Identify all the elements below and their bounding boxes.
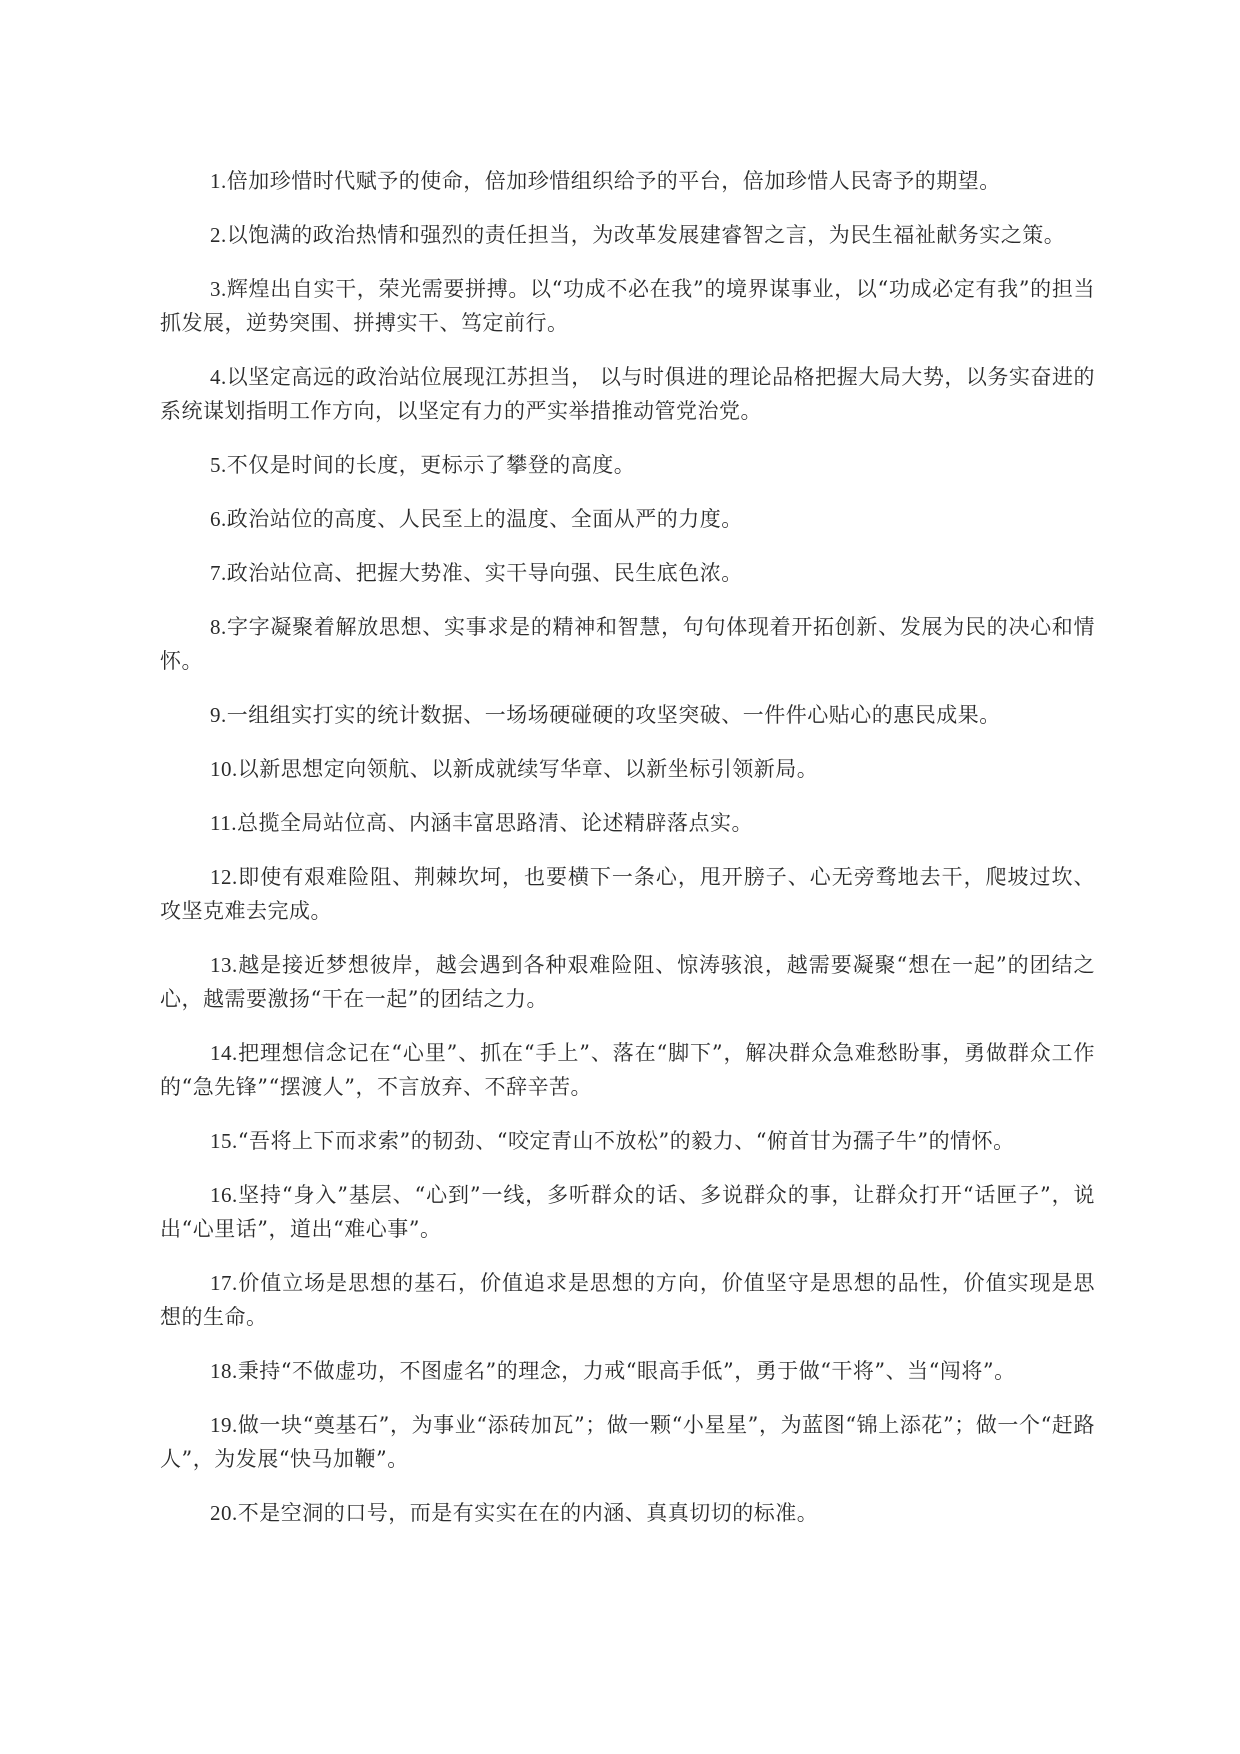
item-number: 10.	[210, 757, 238, 781]
list-item	[160, 610, 1095, 678]
item-text: 价值立场是思想的基石，价值追求是思想的方向，价值坚守是思想的品性，价值实现是思想的生命。	[160, 1271, 1095, 1329]
item-number: 15.	[210, 1129, 238, 1153]
item-text: 做一块“奠基石”，为事业“添砖加瓦”；做一颗“小星星”，为蓝图“锦上添花”；做一个“赶路人”，为发展“快马加鞭”。	[160, 1413, 1095, 1471]
item-text: 坚持“身入”基层、“心到”一线，多听群众的话、多说群众的事，让群众打开“话匣子”，说出“心里话”，道出“难心事”。	[160, 1183, 1095, 1241]
list-item	[160, 1496, 1095, 1530]
list-item	[160, 1178, 1095, 1246]
list-item	[160, 1036, 1095, 1104]
list-item	[160, 360, 1095, 428]
item-text: 政治站位高、把握大势准、实干导向强、民生底色浓。	[226, 561, 743, 585]
item-text: 总揽全局站位高、内涵丰富思路清、论述精辟落点实。	[236, 811, 753, 835]
list-item	[160, 1124, 1095, 1158]
list-item	[160, 448, 1095, 482]
item-number: 13.	[210, 953, 238, 977]
item-text: 一组组实打实的统计数据、一场场硬碰硬的攻坚突破、一件件心贴心的惠民成果。	[226, 703, 1001, 727]
item-number: 4.	[210, 365, 227, 389]
list-item	[160, 218, 1095, 252]
item-text: 政治站位的高度、人民至上的温度、全面从严的力度。	[226, 507, 743, 531]
item-text: 秉持“不做虚功，不图虚名”的理念，力戒“眼高手低”，勇于做“干将”、当“闯将”。	[237, 1359, 1016, 1383]
item-number: 18.	[210, 1359, 238, 1383]
list-item	[160, 860, 1095, 928]
item-number: 17.	[210, 1271, 238, 1295]
list-item	[160, 1354, 1095, 1388]
list-item	[160, 1266, 1095, 1334]
item-text: 不是空洞的口号，而是有实实在在的内涵、真真切切的标准。	[237, 1501, 819, 1525]
list-item	[160, 556, 1095, 590]
item-number: 11.	[210, 811, 237, 835]
item-number: 7.	[210, 561, 227, 585]
item-number: 5.	[210, 453, 227, 477]
item-text: 倍加珍惜时代赋予的使命，倍加珍惜组织给予的平台，倍加珍惜人民寄予的期望。	[226, 169, 1001, 193]
item-number: 2.	[210, 223, 227, 247]
list-item	[160, 164, 1095, 198]
list-item	[160, 752, 1095, 786]
item-number: 8.	[210, 615, 227, 639]
list-item	[160, 1408, 1095, 1476]
list-item	[160, 948, 1095, 1016]
item-text: 不仅是时间的长度，更标示了攀登的高度。	[226, 453, 636, 477]
item-text: 越是接近梦想彼岸，越会遇到各种艰难险阻、惊涛骇浪，越需要凝聚“想在一起”的团结之心，越需要激扬“干在一起”的团结之力。	[160, 953, 1095, 1011]
item-text: 即使有艰难险阻、荆棘坎坷，也要横下一条心，甩开膀子、心无旁骛地去干，爬坡过坎、攻坚克难去完成。	[160, 865, 1095, 923]
list-item	[160, 806, 1095, 840]
item-number: 19.	[210, 1413, 238, 1437]
list-item	[160, 272, 1095, 340]
item-number: 3.	[210, 277, 227, 301]
item-number: 20.	[210, 1501, 238, 1525]
document-body	[160, 164, 1095, 1550]
item-text: 字字凝聚着解放思想、实事求是的精神和智慧，句句体现着开拓创新、发展为民的决心和情怀。	[160, 615, 1095, 673]
list-item	[160, 698, 1095, 732]
item-text: 以坚定高远的政治站位展现江苏担当， 以与时俱进的理论品格把握大局大势，以务实奋进的系统谋划指明工作方向，以坚定有力的严实举措推动管党治党。	[160, 365, 1095, 423]
item-number: 12.	[210, 865, 238, 889]
item-number: 9.	[210, 703, 227, 727]
item-text: 以饱满的政治热情和强烈的责任担当，为改革发展建睿智之言，为民生福祉献务实之策。	[226, 223, 1066, 247]
item-text: 以新思想定向领航、以新成就续写华章、以新坐标引领新局。	[237, 757, 819, 781]
list-item	[160, 502, 1095, 536]
item-number: 14.	[210, 1041, 238, 1065]
item-number: 1.	[210, 169, 227, 193]
item-text: 把理想信念记在“心里”、抓在“手上”、落在“脚下”，解决群众急难愁盼事，勇做群众工作的“急先锋”“摆渡人”，不言放弃、不辞辛苦。	[160, 1041, 1095, 1099]
item-text: “吾将上下而求索”的韧劲、“咬定青山不放松”的毅力、“俯首甘为孺子牛”的情怀。	[237, 1129, 1015, 1153]
item-text: 辉煌出自实干，荣光需要拼搏。以“功成不必在我”的境界谋事业，以“功成必定有我”的担当抓发展，逆势突围、拼搏实干、笃定前行。	[160, 277, 1095, 335]
item-number: 6.	[210, 507, 227, 531]
item-number: 16.	[210, 1183, 238, 1207]
